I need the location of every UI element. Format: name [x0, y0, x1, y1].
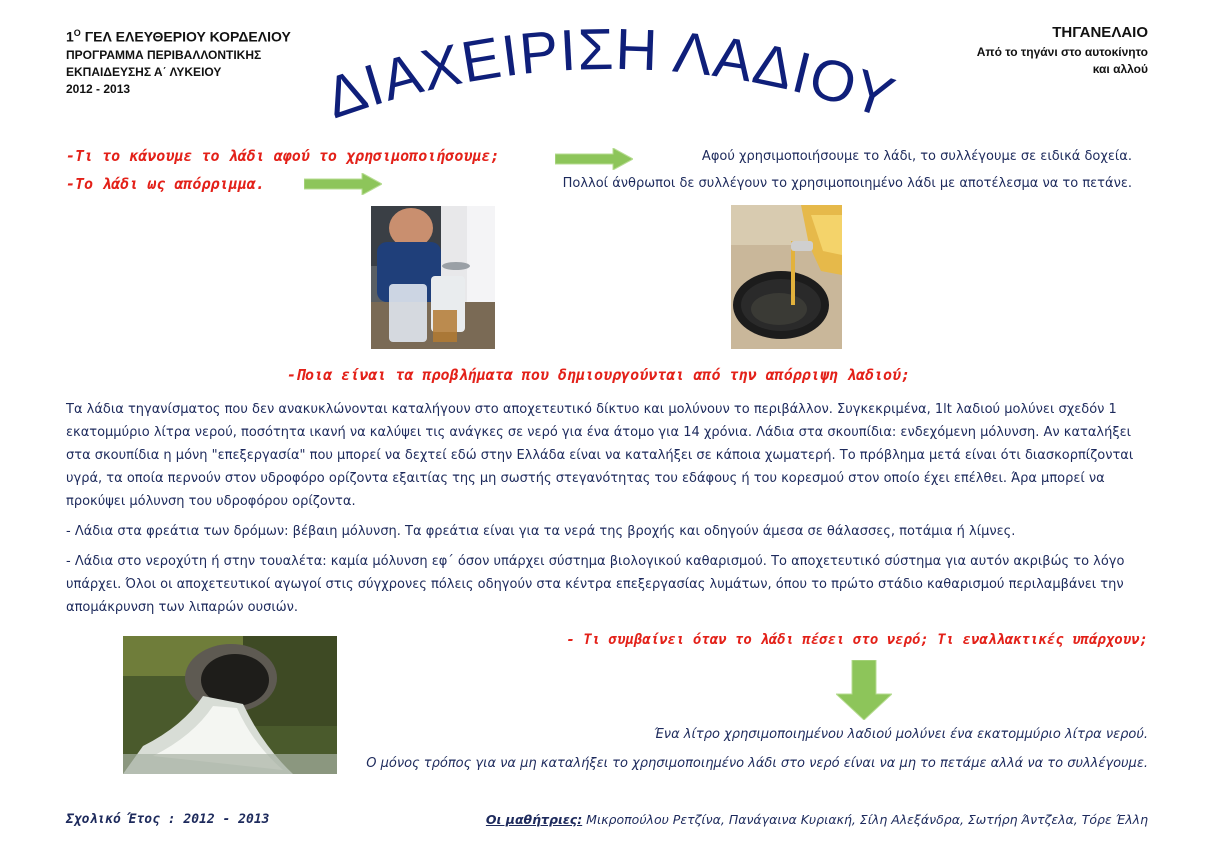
project-info: [977, 22, 1148, 78]
students-label: Οι μαθήτριες:: [485, 812, 583, 827]
right-arrow-icon: [555, 148, 633, 170]
right-arrow-icon: [304, 173, 382, 195]
collect-oil-statement: Ο μόνος τρόπος για να μη καταλήξει το χρησιμοποιημένο λάδι στο νερό είναι να μη το πετάμε αλλά να το συλλέγουμε.: [366, 756, 1148, 771]
school-name-line: [66, 24, 291, 47]
paragraph-frying-oil: Τα λάδια τηγανίσματος που δεν ανακυκλώνονται καταλήγουν στο αποχετευτικό δίκτυο και μολύνουν το περιβάλλον. Συγκεκριμένα, 1lt λαδιού μολύνει σχεδόν 1 εκατομμύριο λίτρα νερού, ποσότητα ικανή να καλύψει τις ανάγκες σε νερό για ένα άτομο για 14 χρόνια. Λάδια στα σκουπίδια: ενδεχόμενη μόλυνση. Αν καταλήξει στα σκουπίδια η μόνη "επεξεργασία" που μπορεί να δεχτεί εδώ στην Ελλάδα είναι να καταλήξει σε κάποια χωματερή. Το πρόβλημα μετά είναι ότι διασκορπίζονται υγρά, τα οποία περνούν στον υδροφόρο ορίζοντα εξαιτίας της μη σωστής στεγανότητας του εδάφους ή του κορεσμού στον οποίο έχει επέλθει. Άρα μπορεί να προκύψει μόλυνση του υδροφόρου ορίζοντα.: [66, 402, 1134, 509]
school-info: [66, 24, 291, 98]
question-oil-in-water: - Τι συμβαίνει όταν το λάδι πέσει στο νερό; Τι εναλλακτικές υπάρχουν;: [566, 632, 1148, 648]
pouring-oil-photo: [731, 205, 842, 349]
paragraph-sink-toilet: - Λάδια στο νεροχύτη ή στην τουαλέτα: καμία μόλυνση εφ΄ όσον υπάρχει σύστημα βιολογικού καθαρισμού. Το αποχετευτικό σύστημα για αυτόν ακριβώς το λόγο υπάρχει. Όλοι οι αποχετευτικοί αγωγοί στις σύγχρονες πόλεις οδηγούν στα κέντρα επεξεργασίας λυμάτων, όπου το πρώτο στάδιο καθαρισμού περιλαμβάνει την απομάκρυνση των λιπαρών ουσιών.: [66, 554, 1125, 615]
answer-oil-as-waste: Πολλοί άνθρωποι δε συλλέγουν το χρησιμοποιημένο λάδι με αποτέλεσμα να το πετάνε.: [562, 176, 1132, 191]
school-year: Σχολικό Έτος : 2012 - 2013: [66, 812, 270, 827]
paragraph-street-drains: - Λάδια στα φρεάτια των δρόμων: βέβαιη μόλυνση. Τα φρεάτια είναι για τα νερά της βροχής και οδηγούν άμεσα σε θάλασσες, ποτάμια ή λίμνες.: [66, 524, 1016, 539]
students-credits: [486, 812, 1148, 827]
project-subtitle-1: Από το τηγάνι στο αυτοκίνητο: [976, 45, 1148, 59]
school-name: ΓΕΛ ΕΛΕΥΘΕΡΙΟΥ ΚΟΡΔΕΛΙΟΥ: [80, 28, 291, 45]
question-after-use: -Τι το κάνουμε το λάδι αφού το χρησιμοποιήσουμε;: [66, 147, 500, 165]
main-title: [300, 20, 920, 130]
program-years: 2012 - 2013: [66, 81, 131, 96]
oil-collection-photo: [371, 206, 495, 349]
school-number-sup: Ο: [73, 28, 81, 38]
program-line-1: ΠΡΟΓΡΑΜΜΑ ΠΕΡΙΒΑΛΛΟΝΤΙΚΗΣ: [66, 47, 262, 62]
program-line-2: ΕΚΠΑΙΔΕΥΣΗΣ Α΄ ΛΥΚΕΙΟΥ: [66, 64, 222, 79]
main-title-text: ΔΙΑΧΕΙΡΙΣΗ ΛΑΔΙΟΥ: [317, 20, 903, 130]
question-problems: -Ποια είναι τα προβλήματα που δημιουργούνται από την απόρριψη λαδιού;: [287, 366, 911, 384]
school-number: 1: [66, 28, 74, 45]
students-names: Μικροπούλου Ρετζίνα, Πανάγαινα Κυριακή, Σίλη Αλεξάνδρα, Σωτήρη Άντζελα, Τόρε Έλλη: [582, 812, 1148, 827]
down-arrow-icon: [836, 660, 892, 720]
problems-text: [66, 398, 1148, 626]
project-title: ΤΗΓΑΝΕΛΑΙΟ: [1052, 24, 1148, 41]
project-subtitle-2: και αλλού: [1092, 62, 1148, 76]
one-litre-statement: Ένα λίτρο χρησιμοποιημένου λαδιού μολύνει ένα εκατομμύριο λίτρα νερού.: [653, 727, 1148, 742]
question-oil-as-waste: -Το λάδι ως απόρριμμα.: [66, 175, 265, 193]
drain-pipe-photo: [123, 636, 337, 774]
svg-text:ΔΙΑΧΕΙΡΙΣΗ ΛΑΔΙΟΥ: [317, 20, 902, 130]
answer-after-use: Αφού χρησιμοποιήσουμε το λάδι, το συλλέγουμε σε ειδικά δοχεία.: [701, 149, 1132, 164]
